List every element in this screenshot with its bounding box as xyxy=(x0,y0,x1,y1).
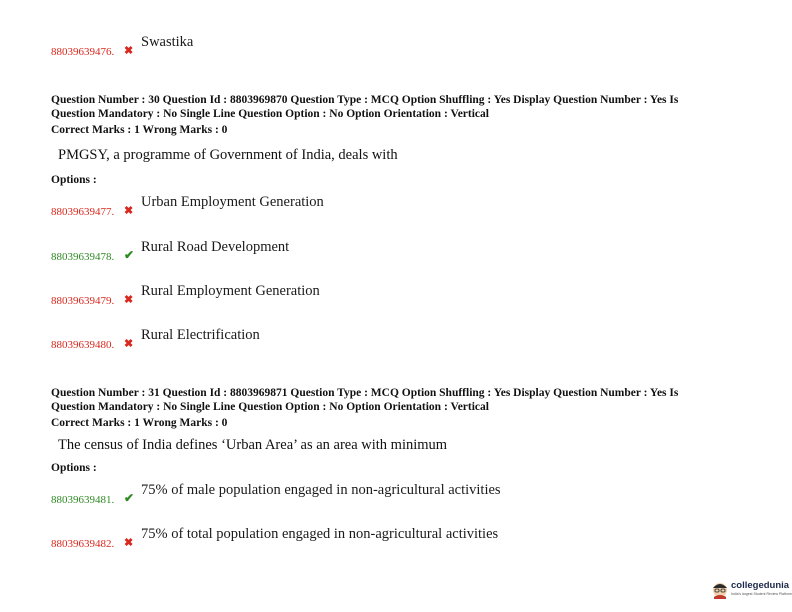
options-label: Options : xyxy=(51,462,97,474)
option-text: Rural Electrification xyxy=(141,327,260,343)
option-id: 88039639481. xyxy=(51,494,115,506)
cross-mark-icon: ✖ xyxy=(124,537,134,549)
cross-mark-icon: ✖ xyxy=(124,294,134,306)
option-id: 88039639476. xyxy=(51,46,115,58)
question-marks: Correct Marks : 1 Wrong Marks : 0 xyxy=(51,124,228,136)
question-meta: Question Number : 31 Question Id : 8803969871 Question Type : MCQ Option Shuffling : Yes Display Question Number : Yes Is Question Mandatory : No Single Line Question Option : No Option Orientation : Vertical xyxy=(51,387,679,413)
options-label: Options : xyxy=(51,174,97,186)
option-id: 88039639477. xyxy=(51,206,115,218)
check-mark-icon: ✔ xyxy=(124,491,135,505)
option-id: 88039639482. xyxy=(51,538,115,550)
option-text: 75% of total population engaged in non-agricultural activities xyxy=(141,526,499,542)
question-text: The census of India defines ‘Urban Area’ as an area with minimum xyxy=(58,437,448,453)
option-id: 88039639479. xyxy=(51,295,115,307)
collegedunia-logo xyxy=(710,577,792,603)
logo-tagline: India's largest Student Review Platform xyxy=(731,592,792,596)
option-id: 88039639478. xyxy=(51,251,115,263)
question-text: PMGSY, a programme of Government of India, deals with xyxy=(58,147,398,163)
option-text: Rural Road Development xyxy=(141,239,290,255)
question-marks: Correct Marks : 1 Wrong Marks : 0 xyxy=(51,417,228,429)
option-text: Swastika xyxy=(141,34,194,50)
logo-brand: collegedunia xyxy=(731,580,790,591)
cross-mark-icon: ✖ xyxy=(124,205,134,217)
option-id: 88039639480. xyxy=(51,339,115,351)
option-text: 75% of male population engaged in non-agricultural activities xyxy=(141,482,501,498)
cross-mark-icon: ✖ xyxy=(124,45,134,57)
cross-mark-icon: ✖ xyxy=(124,338,134,350)
question-meta: Question Number : 30 Question Id : 8803969870 Question Type : MCQ Option Shuffling : Yes Display Question Number : Yes Is Question Mandatory : No Single Line Question Option : No Option Orientation : Vertical xyxy=(51,94,679,120)
option-text: Rural Employment Generation xyxy=(141,283,320,299)
mascot-icon xyxy=(710,579,730,599)
option-text: Urban Employment Generation xyxy=(141,194,324,210)
check-mark-icon: ✔ xyxy=(124,248,135,262)
